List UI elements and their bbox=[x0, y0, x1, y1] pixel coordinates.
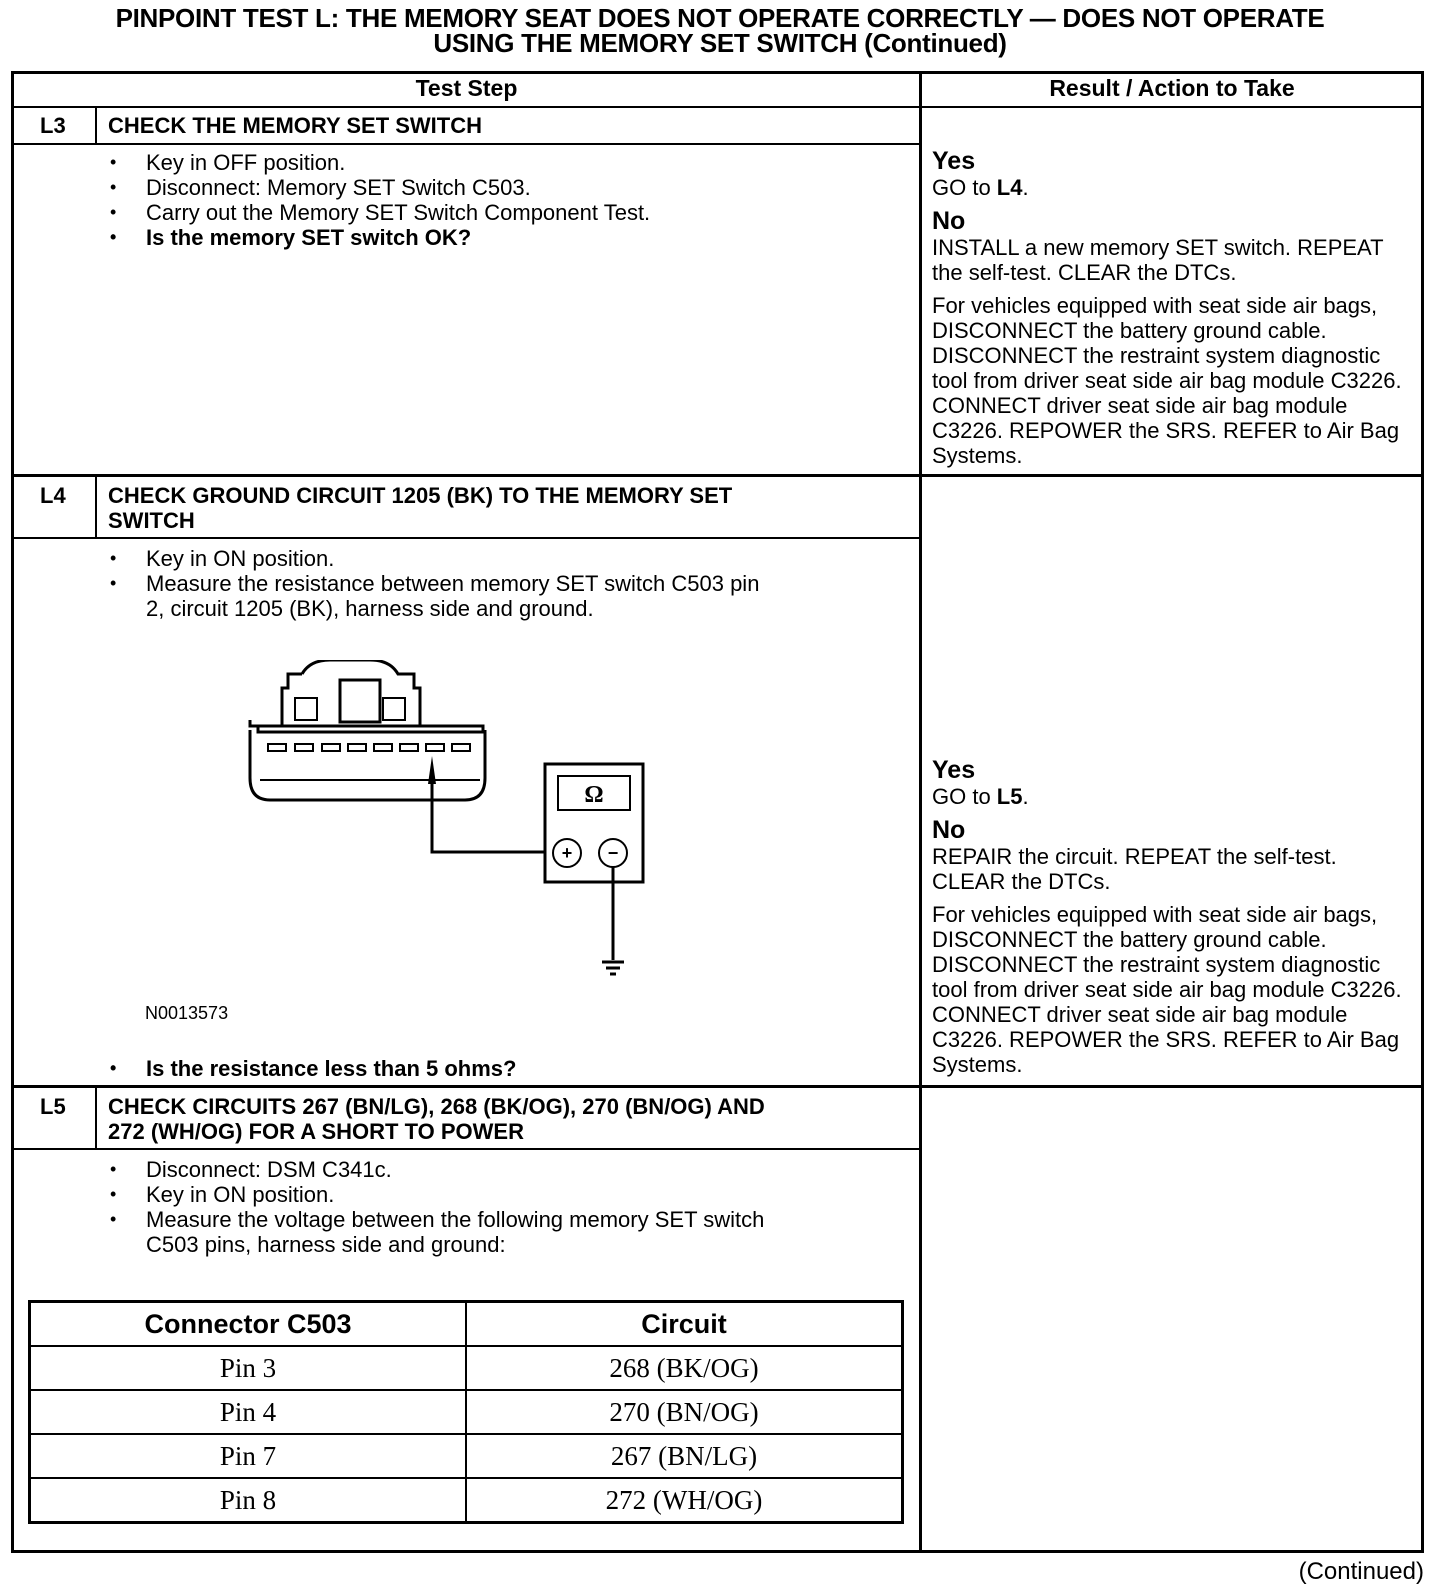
result-l4 bbox=[932, 757, 1422, 1077]
airbag-note: For vehicles equipped with seat side air bags, DISCONNECT the battery ground cable. DISCONNECT the restraint system diagnostic tool from driver seat side air bag module C3226. CONNECT driver seat side air bag module C3226. REPOWER the SRS. REFER to Air Bag Systems. bbox=[932, 902, 1402, 1077]
table-row bbox=[30, 1390, 903, 1434]
circuit-cell: 268 (BK/OG) bbox=[466, 1346, 903, 1390]
circuit-cell: 272 (WH/OG) bbox=[466, 1478, 903, 1523]
instruction-item: • Disconnect: DSM C341c. bbox=[110, 1157, 764, 1182]
step-question: • Is the resistance less than 5 ohms? bbox=[110, 1056, 516, 1081]
no-action: INSTALL a new memory SET switch. REPEAT the self-test. CLEAR the DTCs. bbox=[932, 235, 1384, 285]
instruction-item: • Carry out the Memory SET Switch Component Test. bbox=[110, 200, 650, 225]
step-title-divider bbox=[11, 143, 919, 145]
goto-link-l5[interactable]: L5 bbox=[996, 784, 1023, 809]
pin-cell: Pin 4 bbox=[30, 1390, 467, 1434]
yes-label: Yes bbox=[932, 756, 976, 784]
yes-action: GO to L5. bbox=[932, 784, 1029, 809]
result-l3 bbox=[932, 148, 1422, 468]
circuit-cell: 270 (BN/OG) bbox=[466, 1390, 903, 1434]
step-title-divider bbox=[11, 537, 919, 539]
instruction-item: • Measure the voltage between the following memory SET switch bbox=[110, 1207, 764, 1232]
minus-symbol: − bbox=[607, 843, 619, 863]
continued-footer: (Continued) bbox=[1298, 1558, 1424, 1585]
instruction-item-continuation: C503 pins, harness side and ground: bbox=[146, 1232, 506, 1257]
header-test-step: Test Step bbox=[415, 75, 518, 101]
connector-ohmmeter-diagram bbox=[240, 660, 660, 1000]
goto-link-l4[interactable]: L4 bbox=[996, 175, 1023, 200]
pin-cell: Pin 3 bbox=[30, 1346, 467, 1390]
connector-c503-icon bbox=[250, 660, 485, 800]
step-title-divider bbox=[11, 1148, 919, 1150]
pin-cell: Pin 8 bbox=[30, 1478, 467, 1523]
plus-symbol: + bbox=[561, 843, 573, 863]
step-l4-question bbox=[110, 1056, 516, 1081]
step-title-l5-line2: 272 (WH/OG) FOR A SHORT TO POWER bbox=[108, 1119, 524, 1144]
table-row bbox=[30, 1346, 903, 1390]
connector-circuit-table bbox=[28, 1300, 904, 1524]
no-label: No bbox=[932, 207, 966, 235]
step-l5-instructions bbox=[110, 1157, 764, 1257]
step-title-l3: CHECK THE MEMORY SET SWITCH bbox=[108, 113, 483, 138]
id-divider bbox=[95, 476, 97, 538]
ohmmeter-icon bbox=[545, 764, 643, 882]
table-header-row bbox=[30, 1302, 903, 1347]
step-l4-instructions bbox=[110, 546, 759, 621]
test-probe-icon bbox=[428, 756, 552, 852]
step-divider bbox=[11, 1085, 1424, 1088]
col-header-connector: Connector C503 bbox=[30, 1302, 467, 1347]
airbag-note: For vehicles equipped with seat side air bags, DISCONNECT the battery ground cable. DISCONNECT the restraint system diagnostic tool from driver seat side air bag module C3226. CONNECT driver seat side air bag module C3226. REPOWER the SRS. REFER to Air Bag Systems. bbox=[932, 293, 1402, 468]
step-id-l3: L3 bbox=[40, 113, 66, 138]
instruction-item-continuation: 2, circuit 1205 (BK), harness side and ground. bbox=[146, 596, 594, 621]
step-divider bbox=[11, 474, 1424, 477]
ohm-symbol: Ω bbox=[584, 782, 604, 808]
step-title-l4-line1: CHECK GROUND CIRCUIT 1205 (BK) TO THE MEMORY SET bbox=[108, 483, 733, 508]
yes-action: GO to L4. bbox=[932, 175, 1029, 200]
column-divider bbox=[919, 71, 922, 1553]
instruction-item: • Key in ON position. bbox=[110, 546, 759, 571]
id-divider bbox=[95, 108, 97, 144]
step-l3-instructions bbox=[110, 150, 650, 250]
title-line-1: PINPOINT TEST L: THE MEMORY SEAT DOES NOT OPERATE CORRECTLY — DOES NOT OPERATE bbox=[115, 3, 1325, 33]
instruction-item: • Measure the resistance between memory SET switch C503 pin bbox=[110, 571, 759, 596]
step-id-l4: L4 bbox=[40, 483, 66, 508]
instruction-item: • Key in OFF position. bbox=[110, 150, 650, 175]
header-divider bbox=[11, 106, 1424, 108]
instruction-item: • Key in ON position. bbox=[110, 1182, 764, 1207]
pin-cell: Pin 7 bbox=[30, 1434, 467, 1478]
id-divider bbox=[95, 1087, 97, 1149]
circuit-cell: 267 (BN/LG) bbox=[466, 1434, 903, 1478]
figure-id: N0013573 bbox=[145, 1003, 229, 1023]
step-question: • Is the memory SET switch OK? bbox=[110, 225, 650, 250]
step-id-l5: L5 bbox=[40, 1094, 66, 1119]
no-label: No bbox=[932, 816, 966, 844]
page-title bbox=[0, 3, 1440, 58]
no-action: REPAIR the circuit. REPEAT the self-test. CLEAR the DTCs. bbox=[932, 844, 1337, 894]
instruction-item: • Disconnect: Memory SET Switch C503. bbox=[110, 175, 650, 200]
header-result-action: Result / Action to Take bbox=[1049, 75, 1295, 101]
table-row bbox=[30, 1478, 903, 1523]
step-title-l4-line2: SWITCH bbox=[108, 508, 195, 533]
table-row bbox=[30, 1434, 903, 1478]
connector-pin-row bbox=[268, 744, 470, 751]
step-title-l5-line1: CHECK CIRCUITS 267 (BN/LG), 268 (BK/OG), 270 (BN/OG) AND bbox=[108, 1094, 765, 1119]
col-header-circuit: Circuit bbox=[466, 1302, 903, 1347]
yes-label: Yes bbox=[932, 147, 976, 175]
title-line-2: USING THE MEMORY SET SWITCH (Continued) bbox=[433, 28, 1007, 58]
